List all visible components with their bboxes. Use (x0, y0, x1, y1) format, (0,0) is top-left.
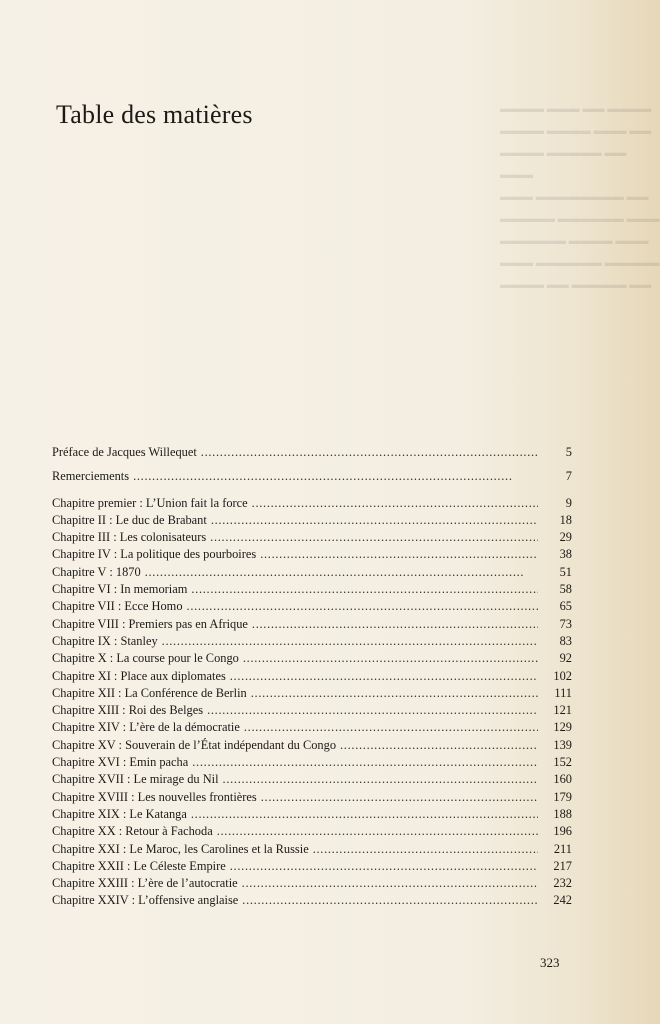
toc-entry-label: Chapitre premier : L’Union fait la force (52, 495, 248, 510)
dot-leader (313, 842, 538, 857)
toc-entry-label: Chapitre XI : Place aux diplomates (52, 668, 226, 683)
toc-entry-label: Chapitre III : Les colonisateurs (52, 530, 207, 545)
toc-entry-label: Chapitre XII : La Conférence de Berlin (52, 685, 247, 700)
toc-entry-label: Chapitre XIV : L’ère de la démocratie (52, 720, 240, 735)
toc-entry-chapter (52, 772, 572, 789)
toc-entry-label: Chapitre IV : La politique des pourboires (52, 547, 257, 562)
toc-entry-page: 102 (553, 668, 572, 683)
toc-entry-label: Chapitre VIII : Premiers pas en Afrique (52, 616, 248, 631)
toc-entry-chapter (52, 738, 572, 755)
dot-leader (187, 599, 538, 614)
toc-entry-chapter (52, 651, 572, 668)
toc-entry-label: Chapitre XXIII : L’ère de l’autocratie (52, 876, 238, 891)
toc-entry-chapter (52, 703, 572, 720)
bleed-through-text: ▬▬▬▬ ▬▬▬ ▬▬ ▬▬▬▬ ▬▬▬▬ ▬▬▬▬ ▬▬▬ ▬▬ ▬▬▬▬ ▬▬▬▬▬ ▬▬ ▬▬▬ ▬▬▬ ▬▬▬▬▬▬▬▬ ▬▬ ▬▬▬▬▬ ▬▬▬▬▬▬ ▬▬▬ ▬▬▬▬▬▬ ▬▬▬▬ ▬▬▬ ▬▬▬ ▬▬▬▬▬▬ ▬▬▬▬▬ ▬▬▬▬ ▬▬ ▬▬▬▬▬ ▬▬ (500, 103, 660, 291)
dot-leader (230, 859, 538, 874)
dot-leader (217, 824, 538, 839)
toc-entry-label: Chapitre IX : Stanley (52, 633, 158, 648)
toc-entry-chapter (52, 547, 572, 564)
toc-entry-label: Chapitre VII : Ecce Homo (52, 599, 183, 614)
toc-entry-chapter (52, 669, 572, 686)
dot-leader (244, 720, 538, 735)
dot-leader (261, 790, 538, 805)
toc-entry-label: Chapitre VI : In memoriam (52, 582, 188, 597)
toc-entry-chapter (52, 790, 572, 807)
toc-entry-page: 73 (559, 616, 572, 631)
toc-entry-label: Chapitre XXI : Le Maroc, les Carolines et la Russie (52, 841, 309, 856)
toc-entry-chapter (52, 634, 572, 651)
toc-entry-chapter (52, 565, 572, 582)
dot-leader (192, 755, 538, 770)
toc-entry-chapter (52, 599, 572, 616)
toc-entry-preface (52, 445, 572, 462)
toc-entry-chapter (52, 755, 572, 772)
toc-entry-label: Chapitre XXII : Le Céleste Empire (52, 858, 226, 873)
toc-entry-chapter (52, 842, 572, 859)
toc-entry-page: 121 (553, 703, 572, 718)
toc-entry-label: Chapitre XVI : Emin pacha (52, 755, 189, 770)
toc-entry-page: 196 (553, 824, 572, 839)
dot-leader (133, 469, 538, 484)
toc-entry-page: 9 (565, 495, 572, 510)
toc-entry-page: 139 (553, 737, 572, 752)
toc-entry-page: 65 (559, 599, 572, 614)
toc-entry-chapter (52, 496, 572, 513)
dot-leader (207, 703, 538, 718)
toc-entry-page: 242 (553, 893, 572, 908)
toc-entry-page: 152 (553, 755, 572, 770)
toc-entry-chapter (52, 617, 572, 634)
toc-entry-page: 18 (559, 512, 572, 527)
toc-entry-label: Chapitre II : Le duc de Brabant (52, 512, 207, 527)
page-number: 323 (540, 955, 560, 970)
toc-entry-chapter (52, 807, 572, 824)
toc-entry-label: Chapitre XX : Retour à Fachoda (52, 824, 213, 839)
toc-entry-page: 179 (553, 789, 572, 804)
toc-entry-page: 38 (559, 547, 572, 562)
dot-leader (251, 686, 538, 701)
toc-entry-page: 129 (553, 720, 572, 735)
dot-leader (201, 445, 538, 460)
toc-entry-page: 160 (553, 772, 572, 787)
dot-leader (145, 565, 538, 580)
toc-entry-label: Chapitre XV : Souverain de l’État indépendant du Congo (52, 737, 337, 752)
dot-leader (242, 893, 538, 908)
dot-leader (210, 530, 538, 545)
toc-entry-chapter (52, 824, 572, 841)
dot-leader (243, 651, 538, 666)
toc-entry-label: Remerciements (52, 469, 130, 484)
toc-entry-chapter (52, 893, 572, 910)
dot-leader (252, 496, 538, 511)
toc-entry-page: 51 (559, 564, 572, 579)
toc-entry-chapter (52, 513, 572, 530)
toc-entry-label: Chapitre XVIII : Les nouvelles frontières (52, 789, 257, 804)
toc-entry-label: Chapitre XVII : Le mirage du Nil (52, 772, 219, 787)
dot-leader (260, 547, 538, 562)
dot-leader (230, 669, 538, 684)
toc-entry-label: Chapitre XIX : Le Katanga (52, 806, 187, 821)
dot-leader (242, 876, 538, 891)
toc-entry-page: 5 (565, 445, 572, 459)
toc-entry-label: Chapitre V : 1870 (52, 564, 141, 579)
toc-entry-chapter (52, 582, 572, 599)
toc-entry-page: 188 (553, 806, 572, 821)
dot-leader (162, 634, 538, 649)
toc-entry-page: 217 (553, 858, 572, 873)
table-of-contents (52, 445, 572, 911)
toc-entry-label: Chapitre XIII : Roi des Belges (52, 703, 204, 718)
toc-entry-label: Préface de Jacques Willequet (52, 445, 197, 459)
toc-entry-label: Chapitre XXIV : L’offensive anglaise (52, 893, 239, 908)
toc-entry-chapter (52, 720, 572, 737)
dot-leader (252, 617, 538, 632)
dot-leader (211, 513, 538, 528)
toc-entry-page: 92 (559, 651, 572, 666)
toc-entry-label: Chapitre X : La course pour le Congo (52, 651, 239, 666)
dot-leader (340, 738, 538, 753)
toc-entry-page: 211 (553, 841, 572, 856)
toc-entry-page: 58 (559, 582, 572, 597)
dot-leader (191, 582, 538, 597)
toc-entry-page: 7 (565, 469, 572, 484)
toc-entry-page: 83 (559, 633, 572, 648)
toc-entry-page: 232 (553, 876, 572, 891)
toc-entry-page: 111 (554, 685, 572, 700)
dot-leader (223, 772, 538, 787)
page-title: Table des matières (56, 100, 253, 129)
toc-entry-chapter (52, 530, 572, 547)
dot-leader (191, 807, 538, 822)
toc-entry-chapter (52, 859, 572, 876)
toc-entry-chapter (52, 686, 572, 703)
toc-entry-page: 29 (559, 530, 572, 545)
toc-entry-remerciements (52, 469, 572, 486)
toc-entry-chapter (52, 876, 572, 893)
